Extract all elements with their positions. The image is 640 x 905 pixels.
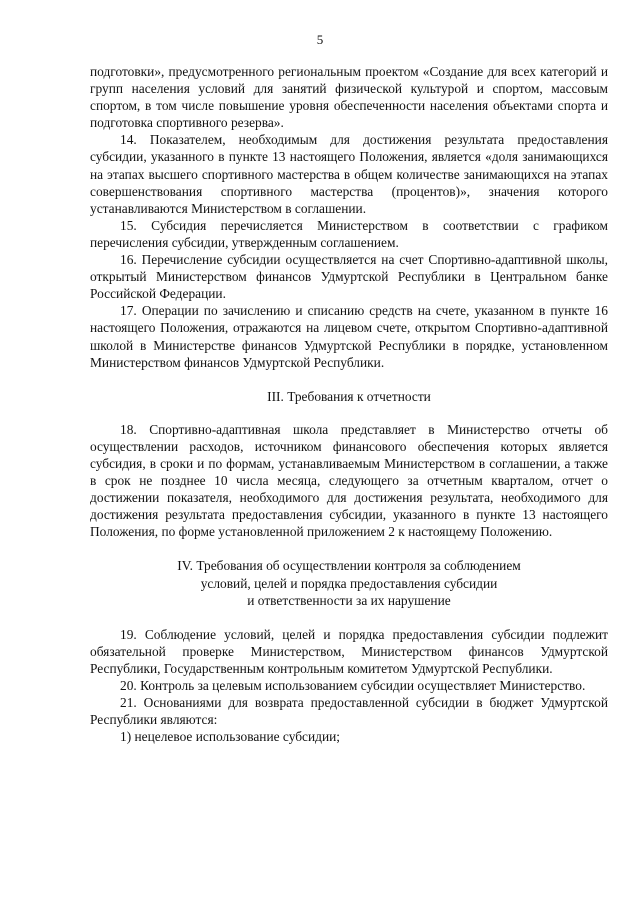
paragraph-17: 17. Операции по зачислению и списанию средств на счете, указанном в пункте 16 настоящего Положения, отражаются на лицевом счете, открытом Спортивно-адаптивной школой в Министерстве финансов Удмуртской Республики в порядке, установленном Министерством финансов Удмуртской Республики. [90,303,608,370]
paragraph-18: 18. Спортивно-адаптивная школа представляет в Министерство отчеты об осуществлении расходов, источником финансового обеспечения которых является субсидия, в сроки и по формам, устанавливаемым Министерством в соглашении, а также в срок не позднее 10 числа месяца, следующего за отчетным кварталом, отчет о достижении показателя, необходимого для достижения результата, необходимого для достижения результата предоставления субсидии, указанного в пункте 13 настоящего Положения, по форме установленной приложением 2 к настоящему Положению. [90,421,608,540]
paragraph-continuation: подготовки», предусмотренного региональным проектом «Создание для всех категорий и групп населения условий для занятий физической культурой и спортом, массовым спортом, в том числе повышение уровня обеспеченности населения объектами спорта и подготовка спортивного резерва». [90,64,608,131]
page-number: 5 [316,32,324,47]
section-4-heading-line-2: условий, целей и порядка предоставления субсидии [200,575,498,591]
section-4-heading-line-1: IV. Требования об осуществлении контроля за соблюдением [177,558,521,574]
section-3-heading: III. Требования к отчетности [267,388,431,404]
paragraph-15: 15. Субсидия перечисляется Министерством в соответствии с графиком перечисления субсидии, утвержденным соглашением. [90,217,608,250]
paragraph-19: 19. Соблюдение условий, целей и порядка предоставления субсидии подлежит обязательной проверке Министерством, Министерством финансов Удмуртской Республики, Государственным контрольным комитетом Удмуртской Республики. [90,626,608,676]
section-4-heading-line-3: и ответственности за их нарушение [247,592,451,608]
paragraph-14: 14. Показателем, необходимым для достижения результата предоставления субсидии, указанного в пункте 13 настоящего Положения, является «доля занимающихся на этапах высшего спортивного мастерства в общем количестве занимающихся на этапах совершенствования спортивного мастерства (процентов)», значения которого устанавливаются Министерством в соглашении. [90,132,608,216]
document-body [90,63,608,745]
paragraph-21: 21. Основаниями для возврата предоставленной субсидии в бюджет Удмуртской Республики являются: [90,695,608,728]
paragraph-20: 20. Контроль за целевым использованием субсидии осуществляет Министерство. [120,678,586,693]
list-item-1: 1) нецелевое использование субсидии; [120,729,341,745]
paragraph-16: 16. Перечисление субсидии осуществляется на счет Спортивно-адаптивной школы, открытый Министерством финансов Удмуртской Республики в Центральном банке Российской Федерации. [90,252,608,302]
